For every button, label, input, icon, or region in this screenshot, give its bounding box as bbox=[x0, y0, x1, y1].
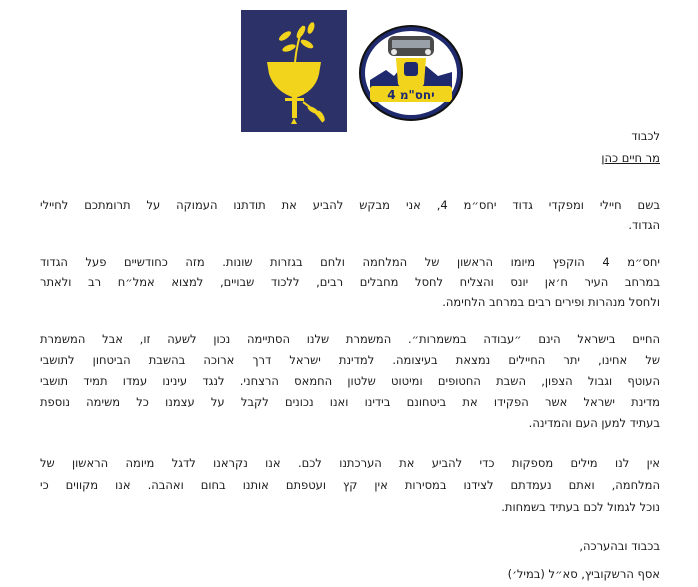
paragraph-4-line-3: נוכל לגמול לכם בעתיד בשמחות. bbox=[501, 500, 660, 514]
salutation: לכבוד bbox=[631, 129, 660, 143]
paragraph-3-line-2: של אחינו, יתר החיילים נמצאת בעיצומה. למדינת ישראל דרך ארוכה בהשבת הביטחון לתושבי bbox=[40, 353, 660, 367]
round-logo-text: יחס"מ 4 bbox=[387, 88, 435, 102]
paragraph-2-line-2: במרחב העיר ח׳אן יונס והצליח לחסל מחבלים רבים, ללכוד שבויים, למצוא אמל״ח רב ולאתר bbox=[40, 275, 660, 289]
paragraph-3-line-3: העוטף וגבול הצפון, השבת החטופים ומיטוט שלטון החמאס הרצחני. לנגד עינינו עמדו תמיד תושבי bbox=[40, 374, 660, 388]
paragraph-3-line-1: החיים בישראל הינם ״עבודה במשמרות״. המשמרת שלנו הסתיימה נכון לשעה זו, אבל המשמרת bbox=[40, 332, 660, 346]
paragraph-1-line-2: הגדוד. bbox=[628, 218, 660, 232]
paragraph-3-line-4: מדינת ישראל אשר הפקידו את ביטחונם בידינו ואנו נכונים לקבל על עצמנו כל משימה נוספת bbox=[40, 395, 660, 409]
closing: בכבוד ובהערכה, bbox=[579, 539, 660, 553]
paragraph-4-line-2: המלחמה, ואתם נעמדתם לצידנו במסירות אין קץ ועטפתם אותנו בחום ואהבה. אנו מקווים כי bbox=[40, 478, 660, 492]
recipient-name: מר חיים כהן bbox=[601, 151, 660, 165]
paragraph-4-line-1: אין לנו מילים מספקות כדי להביע את הערכתנו לכם. אנו נקראנו לדגל מיומה הראשון של bbox=[40, 456, 660, 470]
paragraph-2-line-1: יחס״מ 4 הוקפץ מיומו הראשון של המלחמה ולחם בגזרות שונות. מזה כחודשיים פעל הגדוד bbox=[40, 255, 660, 269]
signature: אסף הרשקוביץ, סא״ל (במיל׳) bbox=[507, 567, 660, 581]
paragraph-2-line-3: ולחסל מנהרות ופירים רבים במרחב הלחימה. bbox=[442, 295, 660, 309]
paragraph-3-line-5: בעתיד למען העם והמדינה. bbox=[528, 416, 660, 430]
paragraph-1-line-1: בשם חיילי ומפקדי גדוד יחס״מ 4, אני מבקש להביע את תודתנו העמוקה על תרומתכם לחיילי bbox=[40, 198, 660, 212]
